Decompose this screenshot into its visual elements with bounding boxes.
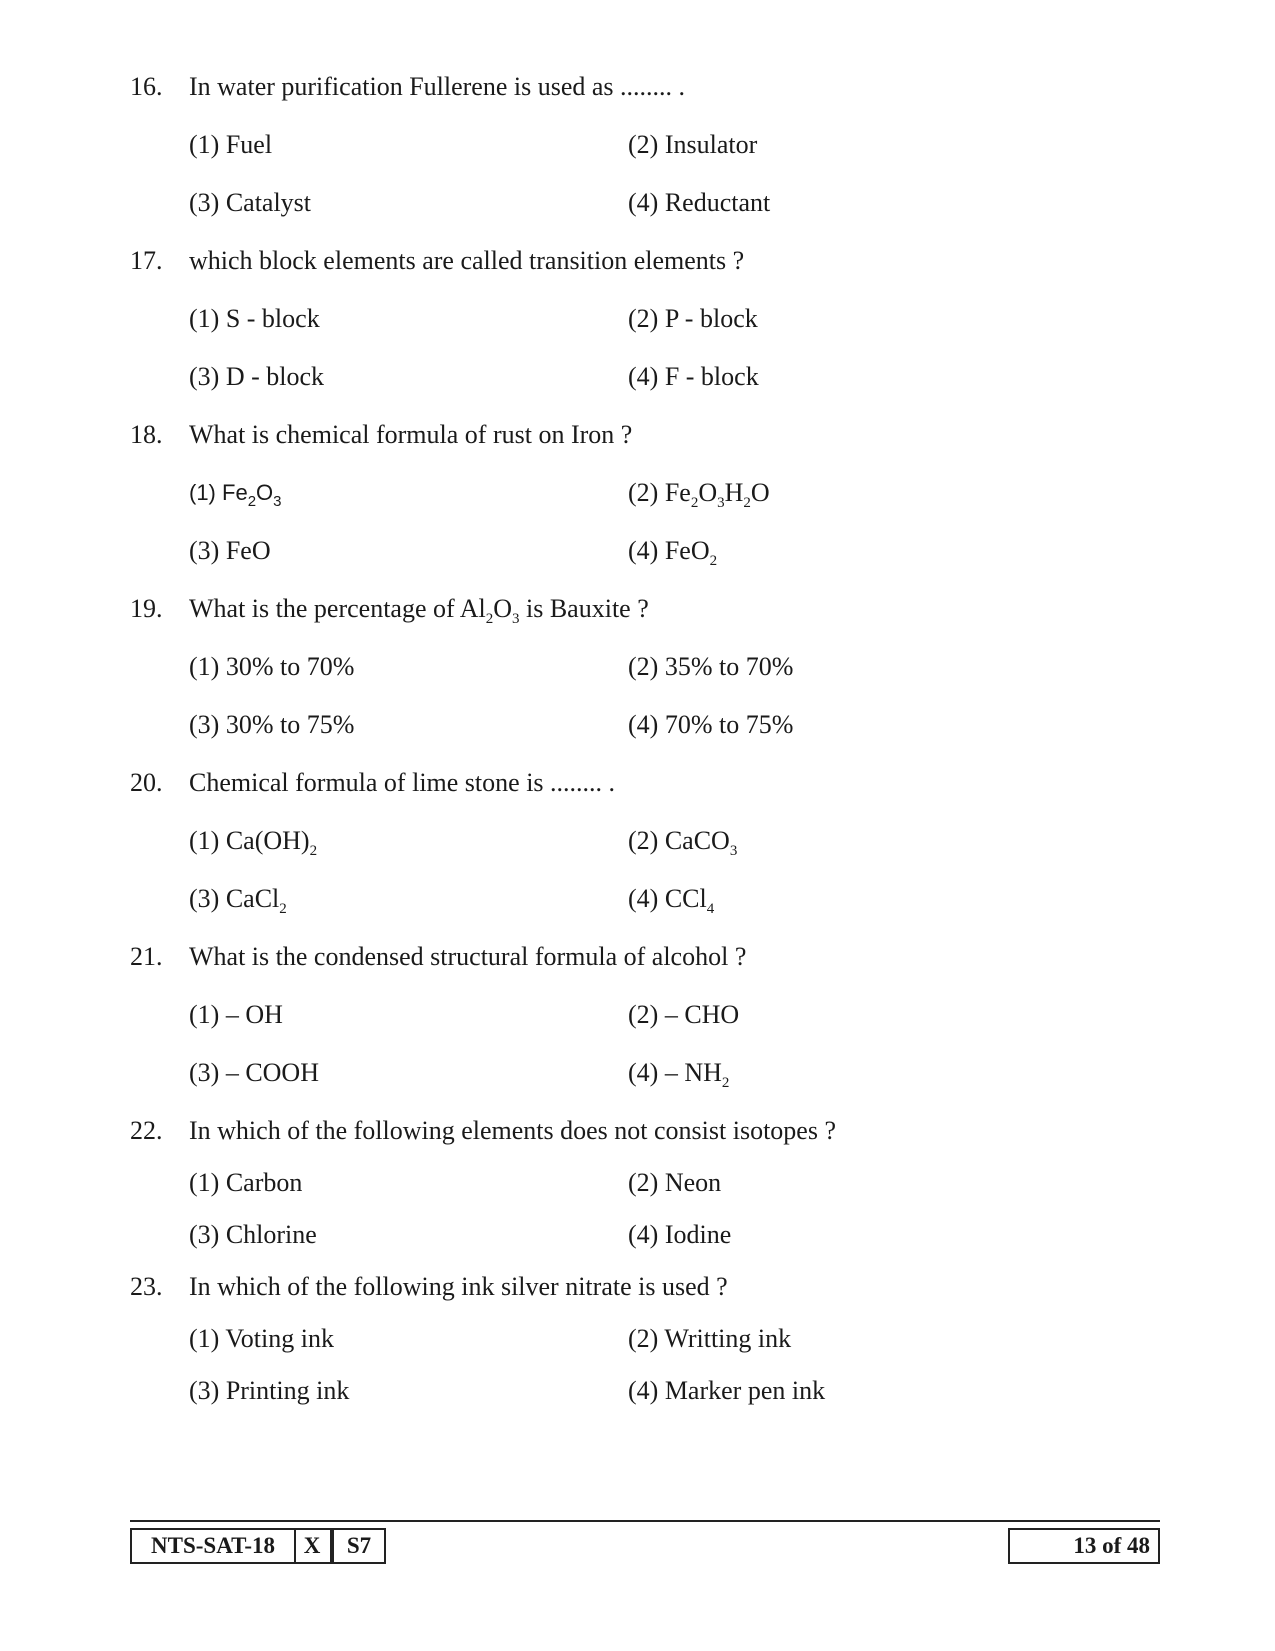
question-number: 18. (130, 420, 163, 449)
question-16 (130, 69, 1160, 221)
option-1: (1) S - block (189, 304, 320, 333)
option-2: (2) Insulator (628, 130, 758, 159)
option-1: (1) 30% to 70% (189, 652, 355, 681)
question-22 (130, 1113, 1160, 1253)
page-number-text: 13 of 48 (1073, 1533, 1150, 1558)
question-number: 22. (130, 1116, 163, 1145)
footer-divider (130, 1520, 1160, 1522)
question-23 (130, 1269, 1160, 1409)
section-code: S7 (332, 1528, 386, 1564)
question-text: In water purification Fullerene is used as ........ . (189, 72, 686, 101)
option-2: (2) 35% to 70% (628, 652, 794, 681)
option-2: (2) CaCO$_3$ (628, 826, 738, 859)
question-21 (130, 939, 1160, 1091)
question-text: In which of the following ink silver nitrate is used ? (189, 1272, 728, 1301)
option-2: (2) $Fe_2O_3H_2O$ (628, 478, 770, 511)
question-17 (130, 243, 1160, 395)
option-2: (2) Neon (628, 1168, 722, 1197)
option-1: (1) Carbon (189, 1168, 303, 1197)
question-text: In which of the following elements does not consist isotopes ? (189, 1116, 837, 1145)
question-number: 20. (130, 768, 163, 797)
question-text: What is the percentage of $Al_2O_3$ is Bauxite ? (189, 594, 649, 627)
paper-code: NTS-SAT-18 (130, 1528, 296, 1564)
question-19 (130, 591, 1160, 743)
question-18 (130, 417, 1160, 569)
option-3: (3) Printing ink (189, 1376, 350, 1405)
option-3: (3) – COOH (189, 1058, 319, 1087)
option-2: (2) – CHO (628, 1000, 740, 1029)
option-4: (4) F - block (628, 362, 759, 391)
option-3: (3) CaCl$_2$ (189, 884, 287, 917)
question-number: 21. (130, 942, 163, 971)
question-text: What is the condensed structural formula of alcohol ? (189, 942, 747, 971)
option-4: (4) 70% to 75% (628, 710, 794, 739)
option-4: (4) Reductant (628, 188, 771, 217)
question-number: 17. (130, 246, 163, 275)
option-4: (4) Marker pen ink (628, 1376, 826, 1405)
option-1: (1) Fuel (189, 130, 273, 159)
option-1: (1) $Ca(OH)_2$ (189, 826, 318, 859)
option-4: $(4) - NH_2$ (628, 1058, 730, 1091)
option-3: (3) FeO (189, 536, 271, 565)
option-1: (1) $Fe_2O_3$ (189, 480, 282, 510)
option-4: (4) CCl$_4$ (628, 884, 715, 917)
page-number (1008, 1528, 1160, 1564)
question-number: 19. (130, 594, 163, 623)
option-1: (1) – OH (189, 1000, 283, 1029)
question-number: 16. (130, 72, 163, 101)
class-code: X (294, 1528, 332, 1564)
question-20 (130, 765, 1160, 917)
option-3: (3) 30% to 75% (189, 710, 355, 739)
option-1: (1) Voting ink (189, 1324, 334, 1353)
option-2: (2) P - block (628, 304, 758, 333)
question-number: 23. (130, 1272, 163, 1301)
option-3: (3) Catalyst (189, 188, 312, 217)
question-text: which block elements are called transition elements ? (189, 246, 745, 275)
option-3: (3) D - block (189, 362, 325, 391)
option-4: (4) Iodine (628, 1220, 732, 1249)
option-4: (4) FeO$_2$ (628, 536, 718, 569)
option-2: (2) Writting ink (628, 1324, 792, 1353)
question-text: Chemical formula of lime stone is ........ . (189, 768, 616, 797)
option-3: (3) Chlorine (189, 1220, 317, 1249)
question-text: What is chemical formula of rust on Iron ? (189, 420, 633, 449)
